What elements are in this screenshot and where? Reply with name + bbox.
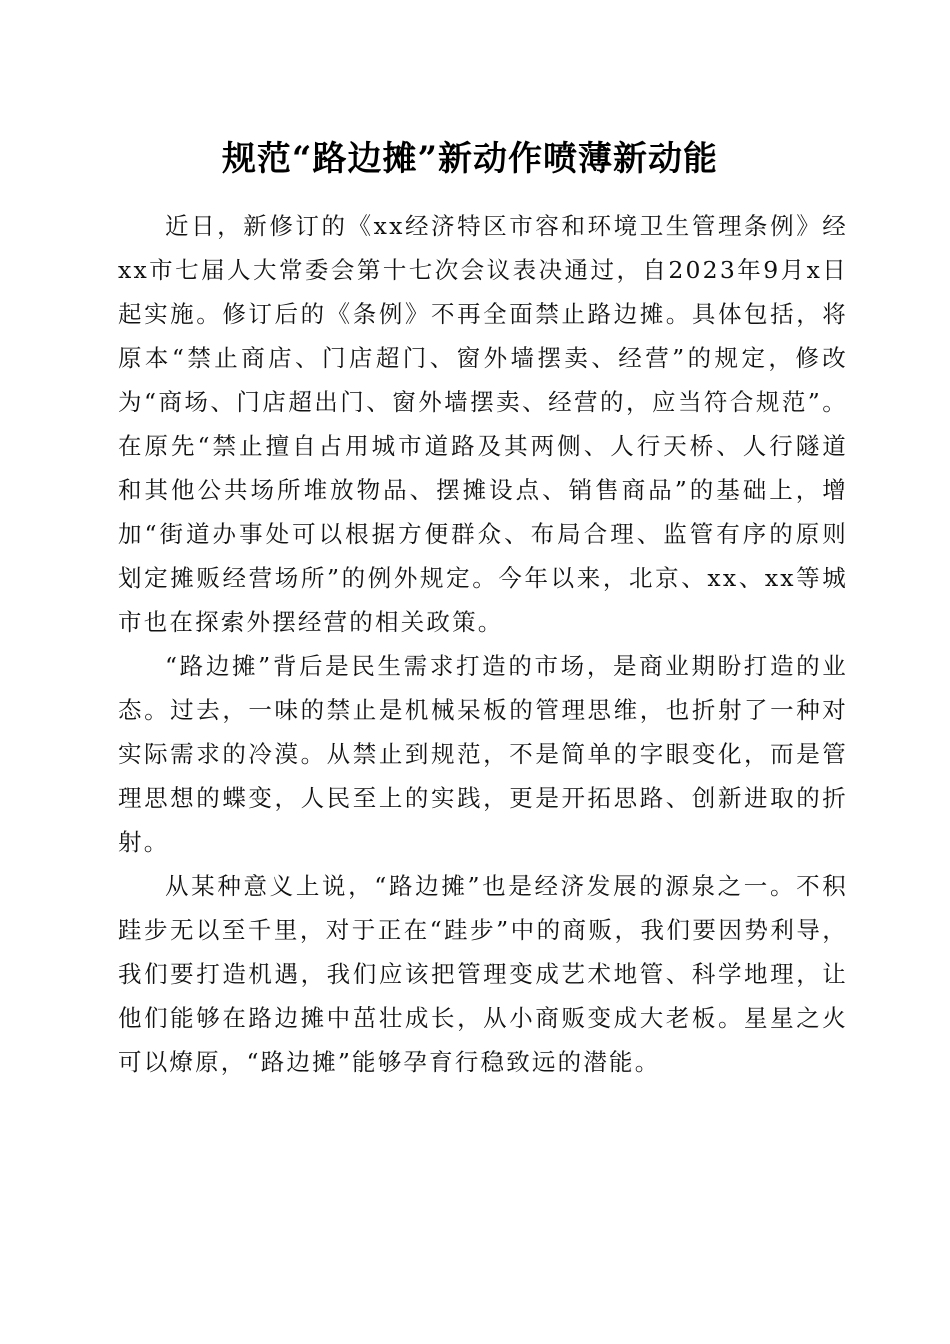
document-title: 规范“路边摊”新动作喷薄新动能 bbox=[221, 139, 719, 179]
document-body bbox=[118, 204, 848, 1084]
paragraph: 从某种意义上说，“路边摊”也是经济发展的源泉之一。不积跬步无以至千里，对于正在“跬步”中的商贩，我们要因势利导，我们要打造机遇，我们应该把管理变成艺术地管、科学地理，让他们能够在路边摊中茁壮成长，从小商贩变成大老板。星星之火可以燎原，“路边摊”能够孕育行稳致远的潜能。 bbox=[118, 872, 848, 1076]
paragraph: “路边摊”背后是民生需求打造的市场，是商业期盼打造的业态。过去，一味的禁止是机械呆板的管理思维，也折射了一种对实际需求的冷漠。从禁止到规范，不是简单的字眼变化，而是管理思想的蝶变，人民至上的实践，更是开拓思路、创新进取的折射。 bbox=[118, 652, 848, 856]
paragraph: 近日，新修订的《xx经济特区市容和环境卫生管理条例》经xx市七届人大常委会第十七次会议表决通过，自2023年9月x日起实施。修订后的《条例》不再全面禁止路边摊。具体包括，将原本“禁止商店、门店超门、窗外墙摆卖、经营”的规定，修改为“商场、门店超出门、窗外墙摆卖、经营的，应当符合规范”。在原先“禁止擅自占用城市道路及其两侧、人行天桥、人行隧道和其他公共场所堆放物品、摆摊设点、销售商品”的基础上，增加“街道办事处可以根据方便群众、布局合理、监管有序的原则划定摊贩经营场所”的例外规定。今年以来，北京、xx、xx等城市也在探索外摆经营的相关政策。 bbox=[118, 212, 848, 636]
